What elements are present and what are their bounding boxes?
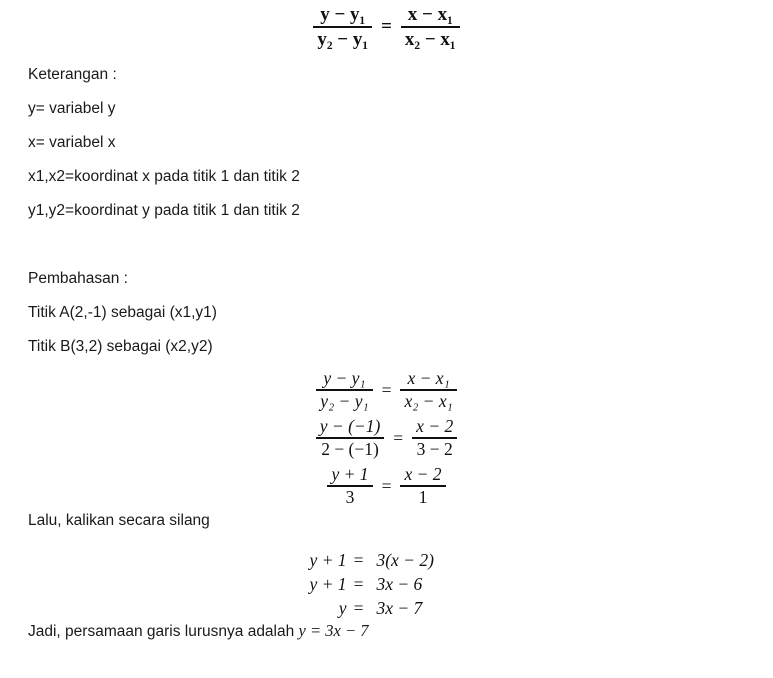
discussion-line-1: Titik A(2,-1) sebagai (x1,y1): [28, 304, 217, 321]
derivation-row-1-right-numerator: x − x₁: [407, 367, 450, 388]
cross-multiply-step-3-lhs: y: [338, 598, 347, 618]
conclusion-text: Jadi, persamaan garis lurusnya adalah: [28, 623, 299, 640]
cross-multiply-step-3-equals: =: [353, 598, 364, 618]
notes-line-2: x= variabel x: [28, 134, 116, 151]
top-formula-left-numerator: y − y₁: [320, 4, 366, 25]
cross-multiply-step-1-equals: =: [353, 550, 364, 570]
derivation-row-2-left-numerator: y − (−1): [319, 415, 381, 436]
cross-multiply-steps: [0, 548, 773, 620]
derivation-row-2: [0, 414, 773, 462]
notes-heading: Keterangan :: [28, 66, 117, 83]
cross-multiply-step-3-rhs: 3x − 7: [376, 598, 423, 618]
cross-multiply-step-1-rhs: 3(x − 2): [376, 550, 434, 570]
derivation-row-1-right-denominator: x₂ − x₁: [404, 390, 453, 411]
derivation-row-1-right-fraction: [400, 369, 456, 412]
derivation-row-2-right-fraction: [412, 417, 457, 460]
top-formula-right-fraction: [401, 4, 460, 50]
derivation-row-1-left-fraction: [316, 369, 372, 412]
derivation-row-3-right-numerator: x − 2: [404, 463, 442, 484]
derivation-row-3: [0, 462, 773, 510]
notes-line-3: x1,x2=koordinat x pada titik 1 dan titik 2: [28, 168, 300, 185]
discussion-heading: Pembahasan :: [28, 270, 128, 287]
derivation-row-2-left-denominator: 2 − (−1): [321, 438, 379, 459]
notes-line-4: y1,y2=koordinat y pada titik 1 dan titik 2: [28, 202, 300, 219]
derivation-row-1-left-denominator: y₂ − y₁: [320, 390, 369, 411]
top-formula-right-numerator: x − x₁: [407, 4, 453, 25]
cross-multiply-step-2-equals: =: [353, 574, 364, 594]
derivation-row-1-equals: =: [381, 379, 392, 400]
derivation-row-3-right-denominator: 1: [418, 486, 428, 507]
derivation-row-1-left-numerator: y − y₁: [323, 367, 366, 388]
derivation-block: [0, 366, 773, 510]
derivation-row-3-left-denominator: 3: [345, 486, 355, 507]
top-formula-equals: =: [381, 16, 392, 38]
derivation-row-2-right-numerator: x − 2: [416, 415, 454, 436]
top-formula-right-denominator: x₂ − x₁: [404, 29, 456, 51]
top-formula-left-denominator: y₂ − y₁: [317, 29, 369, 51]
cross-multiply-step-1-lhs: y + 1: [309, 550, 347, 570]
top-formula-two-point-form: [0, 4, 773, 50]
notes-line-1: y= variabel y: [28, 100, 116, 117]
cross-multiply-step-3: [0, 596, 773, 620]
derivation-row-2-right-denominator: 3 − 2: [416, 438, 453, 459]
conclusion-equation: y = 3x − 7: [298, 621, 369, 640]
derivation-row-3-left-fraction: [327, 465, 372, 508]
derivation-row-3-left-numerator: y + 1: [331, 463, 369, 484]
cross-multiply-instruction: Lalu, kalikan secara silang: [28, 512, 210, 529]
derivation-row-2-left-fraction: [316, 417, 385, 460]
derivation-row-3-equals: =: [381, 475, 392, 496]
cross-multiply-step-2-rhs: 3x − 6: [376, 574, 423, 594]
derivation-row-1: [0, 366, 773, 414]
derivation-row-2-equals: =: [393, 427, 404, 448]
derivation-row-3-right-fraction: [400, 465, 445, 508]
conclusion-line: [28, 622, 368, 641]
cross-multiply-step-1: [0, 548, 773, 572]
top-formula-left-fraction: [313, 4, 372, 50]
cross-multiply-step-2: [0, 572, 773, 596]
cross-multiply-step-2-lhs: y + 1: [309, 574, 347, 594]
discussion-line-2: Titik B(3,2) sebagai (x2,y2): [28, 338, 213, 355]
